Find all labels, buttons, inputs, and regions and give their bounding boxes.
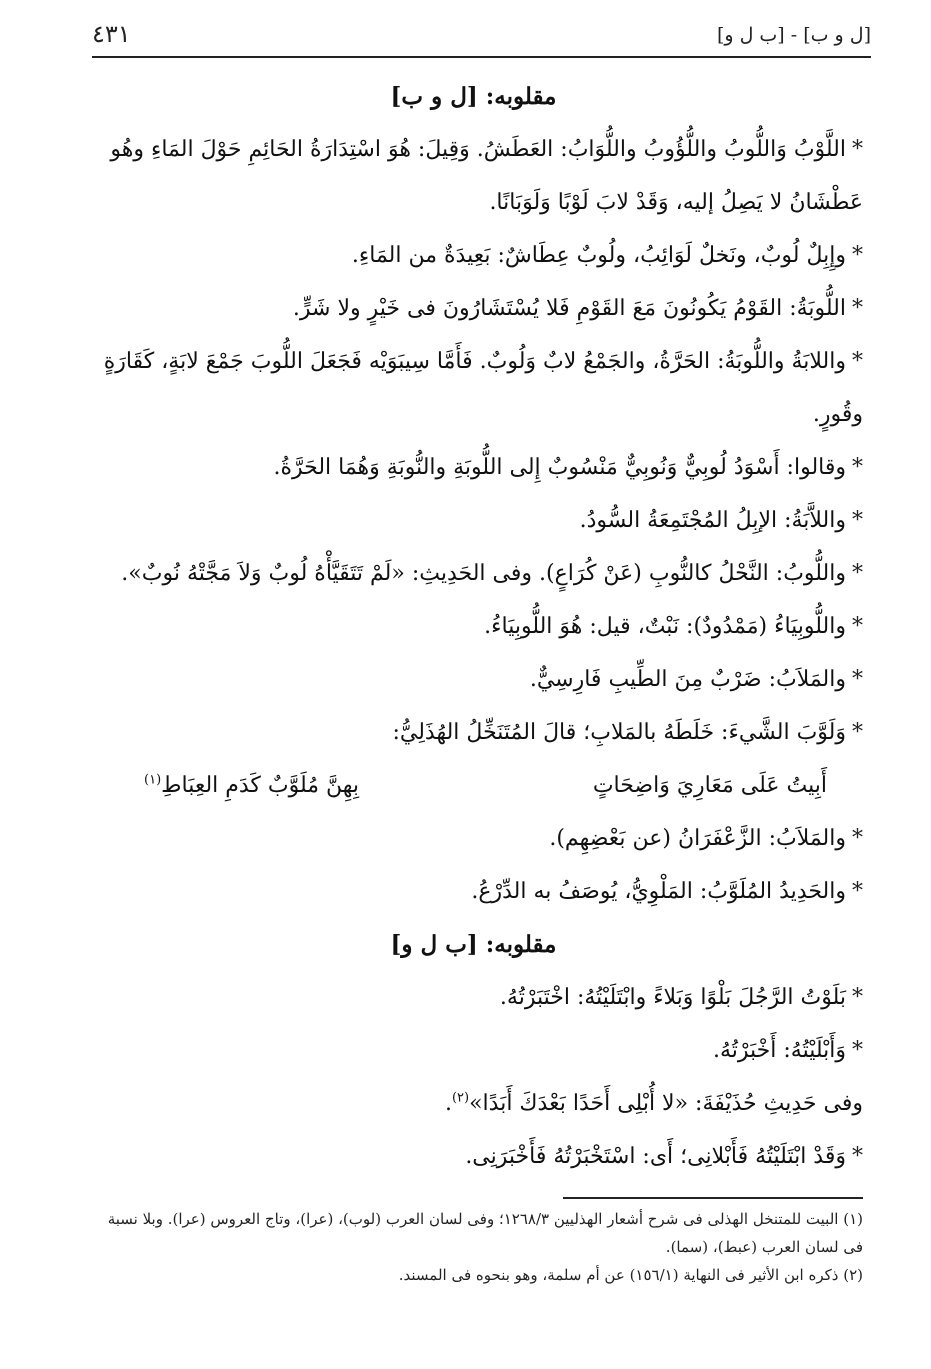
entry-star: * [852, 561, 863, 586]
entry-star: * [852, 1038, 863, 1063]
entry-star: * [852, 879, 863, 904]
entry-paragraph: *وإِبِلٌ لُوبٌ، ونَخلٌ لَوَائِبُ، ولُوبٌ عِطَاشٌ: بَعِيدَةٌ من المَاءِ. [351, 243, 863, 268]
entry-paragraph: *واللُّوبُ: النَّحْلُ كالنُّوبِ (عَنْ كُرَاعٍ). وفى الحَدِيثِ: «لَمْ تَتَقَيَّأْهُ لُوبٌ وَلاَ مَجَّتْهُ نُوبٌ». [121, 561, 863, 586]
entry-paragraph: *والمَلاَبُ: ضَرْبٌ مِنَ الطِّيبِ فَارِسِيٌّ. [529, 667, 863, 692]
page-number: ٤٣١ [92, 20, 131, 48]
section-heading: مقلوبه: [ل و ب] [390, 83, 557, 110]
entry-paragraph: *واللُّوبِيَاءُ (مَمْدُودٌ): نَبْتٌ، قيل: هُوَ اللُّوبِيَاءُ. [484, 614, 863, 639]
footnote-ref: (١) [144, 772, 162, 788]
section-heading: مقلوبه: [ب ل و] [390, 931, 557, 958]
entry-star: * [852, 137, 863, 162]
entry-paragraph: *واللابَةُ واللُّوبَةُ: الحَرَّةُ، والجَمْعُ لابٌ وَلُوبٌ. فَأَمَّا سِيبَوَيْه فَجَعَلَ اللُّوبَ جَمْعَ لابَةٍ، كَقَارَةٍ وقُورٍ. [103, 349, 863, 427]
entry-star: * [852, 985, 863, 1010]
entry-paragraph: *والمَلاَبُ: الزَّعْفَرَانُ (عن بَعْضِهِم). [549, 826, 863, 851]
entry-paragraph: *وَلَوَّبَ الشَّيءَ: خَلَطَهُ بالمَلابِ؛ قالَ المُتَنَخِّلُ الهُذَلِيُّ: [392, 720, 863, 745]
verse-second-hemistich: بِهِنَّ مُلَوَّبٌ كَدَمِ العِبَاطِ$^{(١)}$ [144, 772, 360, 798]
entry-paragraph: *اللُّوبَةُ: القَوْمُ يَكُونُونَ مَعَ القَوْمِ فَلا يُسْتَشَارُونَ فى خَيْرٍ ولا شَرٍّ. [292, 296, 863, 321]
entry-star: * [852, 243, 863, 268]
entry-star: * [852, 826, 863, 851]
running-head-title: [ل و ب] - [ب ل و] [716, 24, 871, 46]
main-text [84, 70, 863, 1183]
footnote-rule [563, 1197, 863, 1199]
footnote: (٢) ذكره ابن الأثير فى النهاية (١٥٦/١) عن أم سلمة، وهو بنحوه فى المسند. [398, 1266, 863, 1284]
entry-star: * [852, 1144, 863, 1169]
entry-star: * [852, 508, 863, 533]
entry-paragraph: *واللاَّبَةُ: الإبِلُ المُجْتَمِعَةُ السُّودُ. [579, 508, 863, 533]
entry-star: * [852, 349, 863, 374]
entry-paragraph: *وَأَبْلَيْتُهُ: أَخْبَرْتُهُ. [712, 1038, 863, 1063]
entry-star: * [852, 614, 863, 639]
footnote: (١) البيت للمتنخل الهذلى فى شرح أشعار الهذليين ١٢٦٨/٣؛ وفى لسان العرب (لوب)، (عرا)، وتاج العروس (عرا). وبلا نسبة فى لسان العرب (عبط)، (سما). [107, 1210, 863, 1256]
header-rule [92, 56, 871, 58]
poetry-verse [84, 759, 863, 812]
entry-star: * [852, 296, 863, 321]
footnote-ref: (٢) [451, 1090, 470, 1106]
entry-paragraph: *والحَدِيدُ المُلَوَّبُ: المَلْوِيُّ، يُوصَفُ به الدِّرْعُ. [471, 879, 863, 904]
entry-star: * [852, 667, 863, 692]
plain-paragraph: وفى حَدِيثِ حُذَيْفَةَ: «لا أُبْلِى أَحَدًا بَعْدَكَ أَبَدًا»$^{(٢)}$. [444, 1090, 863, 1116]
entry-star: * [852, 455, 863, 480]
entry-paragraph: *وَقَدْ ابْتَلَيْتُهُ فَأَبْلانِى؛ أَى: اسْتَخْبَرْتُهُ فَأَخْبَرَنِى. [465, 1144, 863, 1169]
verse-first-hemistich: أَبِيتُ عَلَى مَعَارِيَ وَاضِحَاتٍ [592, 773, 827, 798]
entry-paragraph: *اللَّوْبُ وَاللُّوبُ واللُّؤُوبُ واللُّوَابُ: العَطَشُ. وَقِيلَ: هُوَ اسْتِدَارَةُ الحَائِمِ حَوْلَ المَاءِ وهُو عَطْشَانُ لا يَصِلُ إليه، وَقَدْ لابَ لَوْبًا وَلَوَبَانًا. [110, 137, 863, 215]
footnotes [84, 1205, 863, 1289]
running-head [92, 18, 871, 54]
entry-paragraph: *وقالوا: أَسْوَدُ لُوبِيٌّ وَنُوبِيٌّ مَنْسُوبٌ إِلى اللُّوبَةِ والنُّوبَةِ وَهُمَا الحَرَّةُ. [273, 455, 863, 480]
entry-paragraph: *بَلَوْتُ الرَّجُلَ بَلْوًا وَبَلاءً وابْتَلَيْتُهُ: اخْتَبَرْتُهُ. [499, 985, 863, 1010]
entry-star: * [852, 720, 863, 745]
